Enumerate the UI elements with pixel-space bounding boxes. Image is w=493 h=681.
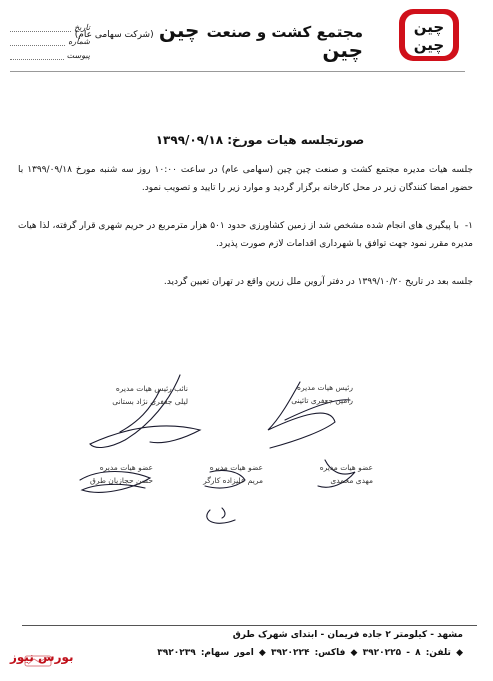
paragraph-intro: جلسه هیات مدیره مجتمع کشت و صنعت چین چین (سهامی عام) در ساعت ۱۰:۰۰ روز سه شنبه مورخ ۱۳۹۹/۰۹/۱۸ با حضور امضا کنندگان زیر در محل کارخانه برگزار گردید و موارد زیر را تایید و تصویب نمود. <box>18 165 473 193</box>
signature-name: لیلی جعفری نژاد بستانی <box>112 397 188 406</box>
footer-divider <box>22 625 477 626</box>
resolution-text: با پیگیری های انجام شده مشخص شد از زمین کشاورزی حدود ۵۰۱ هزار مترمربع در حریم شهری قرار گرفته، لذا هیات مدیره مقرر نمود جهت توافق با شهرداری اقدامات لازم صورت پذیرد. <box>18 221 473 249</box>
paragraph-next-meeting: جلسه بعد در تاریخ ۱۳۹۹/۱۰/۲۰ در دفتر آروین ملل زرین واقع در تهران تعیین گردید. <box>163 277 473 287</box>
company-type: (شرکت سهامی عام) <box>74 30 154 40</box>
company-brand-2: چین <box>322 38 363 62</box>
attachment-line <box>10 51 64 60</box>
footer-contact: ◆ تلفن: ۸ - ۳۹۲۰۲۲۵ ◆ فاکس: ۳۹۲۰۲۲۴ ◆ امور سهام: ۳۹۲۰۲۳۹ <box>157 648 463 658</box>
signature-role: عضو هیات مدیره <box>209 463 263 472</box>
date-label: تاریخ <box>74 22 90 32</box>
company-line1: مجتمع کشت و صنعت <box>206 23 363 41</box>
header-divider <box>10 71 465 72</box>
company-logo <box>398 8 460 62</box>
signature-block-member-3 <box>73 463 153 485</box>
document-title: صورتجلسه هیات مورخ: ۱۳۹۹/۰۹/۱۸ <box>155 133 365 147</box>
signature-block-member-1 <box>313 463 373 485</box>
date-line <box>10 23 71 32</box>
signature-block-member-2 <box>183 463 263 485</box>
number-line <box>10 37 65 46</box>
signature-name: حسن حجازیان طرق <box>90 476 153 485</box>
signature-block-chairman <box>263 383 353 405</box>
paragraph-resolution-1 <box>18 217 473 253</box>
number-label: شماره <box>68 36 90 46</box>
logo-text-line2: چین <box>413 36 445 54</box>
footer-address: مشهد - کیلومتر ۲ جاده فریمان - ابتدای شهرک طرق <box>232 630 463 640</box>
company-name <box>66 18 363 62</box>
company-brand: چین <box>158 18 200 42</box>
logo-text-line1: چین <box>413 18 445 36</box>
signature-block-vice-chairman <box>98 384 188 406</box>
signature-role: نائب رئیس هیات مدیره <box>115 384 188 393</box>
signature-name: مهدی محمدی <box>330 476 373 485</box>
signature-role: عضو هیات مدیره <box>99 463 153 472</box>
signature-name: رامین جعفری تائینی <box>291 396 353 405</box>
handwritten-signatures <box>0 360 493 530</box>
attachment-label: پیوست <box>66 50 90 60</box>
resolution-number: ۱- <box>464 221 473 231</box>
watermark-text: بورس نیوز <box>10 650 74 664</box>
signature-role: رئیس هیات مدیره <box>297 383 353 392</box>
signature-role: عضو هیات مدیره <box>319 463 373 472</box>
letter-meta-fields <box>10 20 90 62</box>
signature-name: مریم علیزاده کارگر <box>203 476 263 485</box>
